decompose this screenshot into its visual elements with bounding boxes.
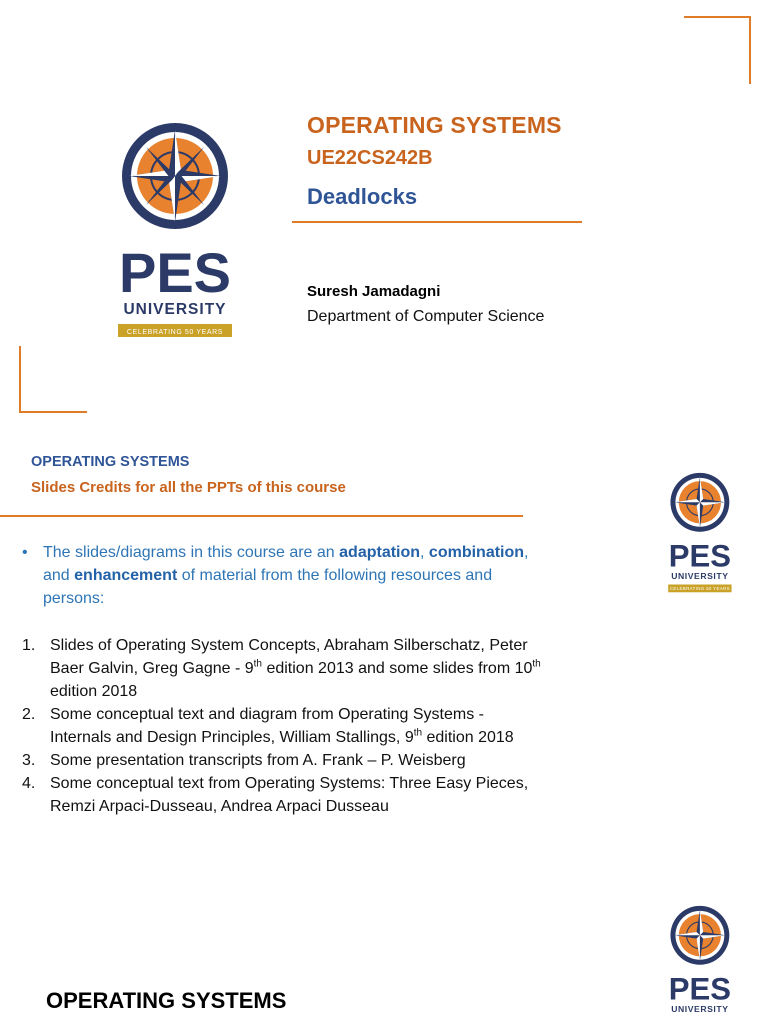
list-item: 1. Slides of Operating System Concepts, Abraham Silberschatz, Peter Baer Galvin, Greg Gagne - 9th edition 2013 and some slides from 10th edition 2018 <box>22 637 541 700</box>
department: Department of Computer Science <box>307 308 545 325</box>
compass-icon <box>670 473 729 532</box>
slide1-title: OPERATING SYSTEMS <box>307 112 562 138</box>
corner-bracket-bottom-left <box>19 411 87 413</box>
slide3-title: OPERATING SYSTEMS <box>46 988 287 1013</box>
pes-university-logo-small <box>666 471 736 598</box>
corner-bracket-top-right-vertical <box>749 16 751 84</box>
slide2-title: OPERATING SYSTEMS <box>31 454 190 470</box>
list-item: 4. Some conceptual text from Operating Systems: Three Easy Pieces, Remzi Arpaci-Dusseau, Andrea Arpaci Dusseau <box>22 775 529 815</box>
intro-text: The slides/diagrams in this course are an adaptation, combination, and enhancement of material from the following resources and persons: <box>43 544 529 607</box>
bullet-dot: • <box>22 544 28 561</box>
compass-icon <box>122 123 228 229</box>
credits-list <box>22 634 542 818</box>
slide2-divider <box>0 515 523 517</box>
logo-tagline: CELEBRATING 50 YEARS <box>669 586 730 592</box>
list-item: 3. Some presentation transcripts from A. Frank – P. Weisberg <box>22 752 466 769</box>
intro-bullet <box>22 541 552 610</box>
corner-bracket-top-right <box>684 16 751 18</box>
title-divider <box>292 221 582 223</box>
logo-wordmark: PES <box>668 538 732 574</box>
pes-university-logo-large <box>114 120 240 342</box>
logo-wordmark: PES <box>668 971 732 1007</box>
logo-university: UNIVERSITY <box>123 301 227 318</box>
course-code: UE22CS242B <box>307 147 433 169</box>
list-item: 2. Some conceptual text and diagram from Operating Systems - Internals and Design Principles, William Stallings, 9th edition 2018 <box>22 706 514 746</box>
corner-bracket-bottom-left-vertical <box>19 346 21 413</box>
pes-university-logo-small-bottom <box>666 904 736 1031</box>
topic-title: Deadlocks <box>307 184 418 209</box>
logo-tagline: CELEBRATING 50 YEARS <box>126 329 224 336</box>
author-name: Suresh Jamadagni <box>307 283 441 300</box>
logo-wordmark: PES <box>118 241 232 304</box>
logo-university: UNIVERSITY <box>671 570 729 581</box>
slide2-subtitle: Slides Credits for all the PPTs of this course <box>31 479 346 496</box>
logo-university: UNIVERSITY <box>671 1003 729 1014</box>
compass-icon <box>670 906 729 965</box>
